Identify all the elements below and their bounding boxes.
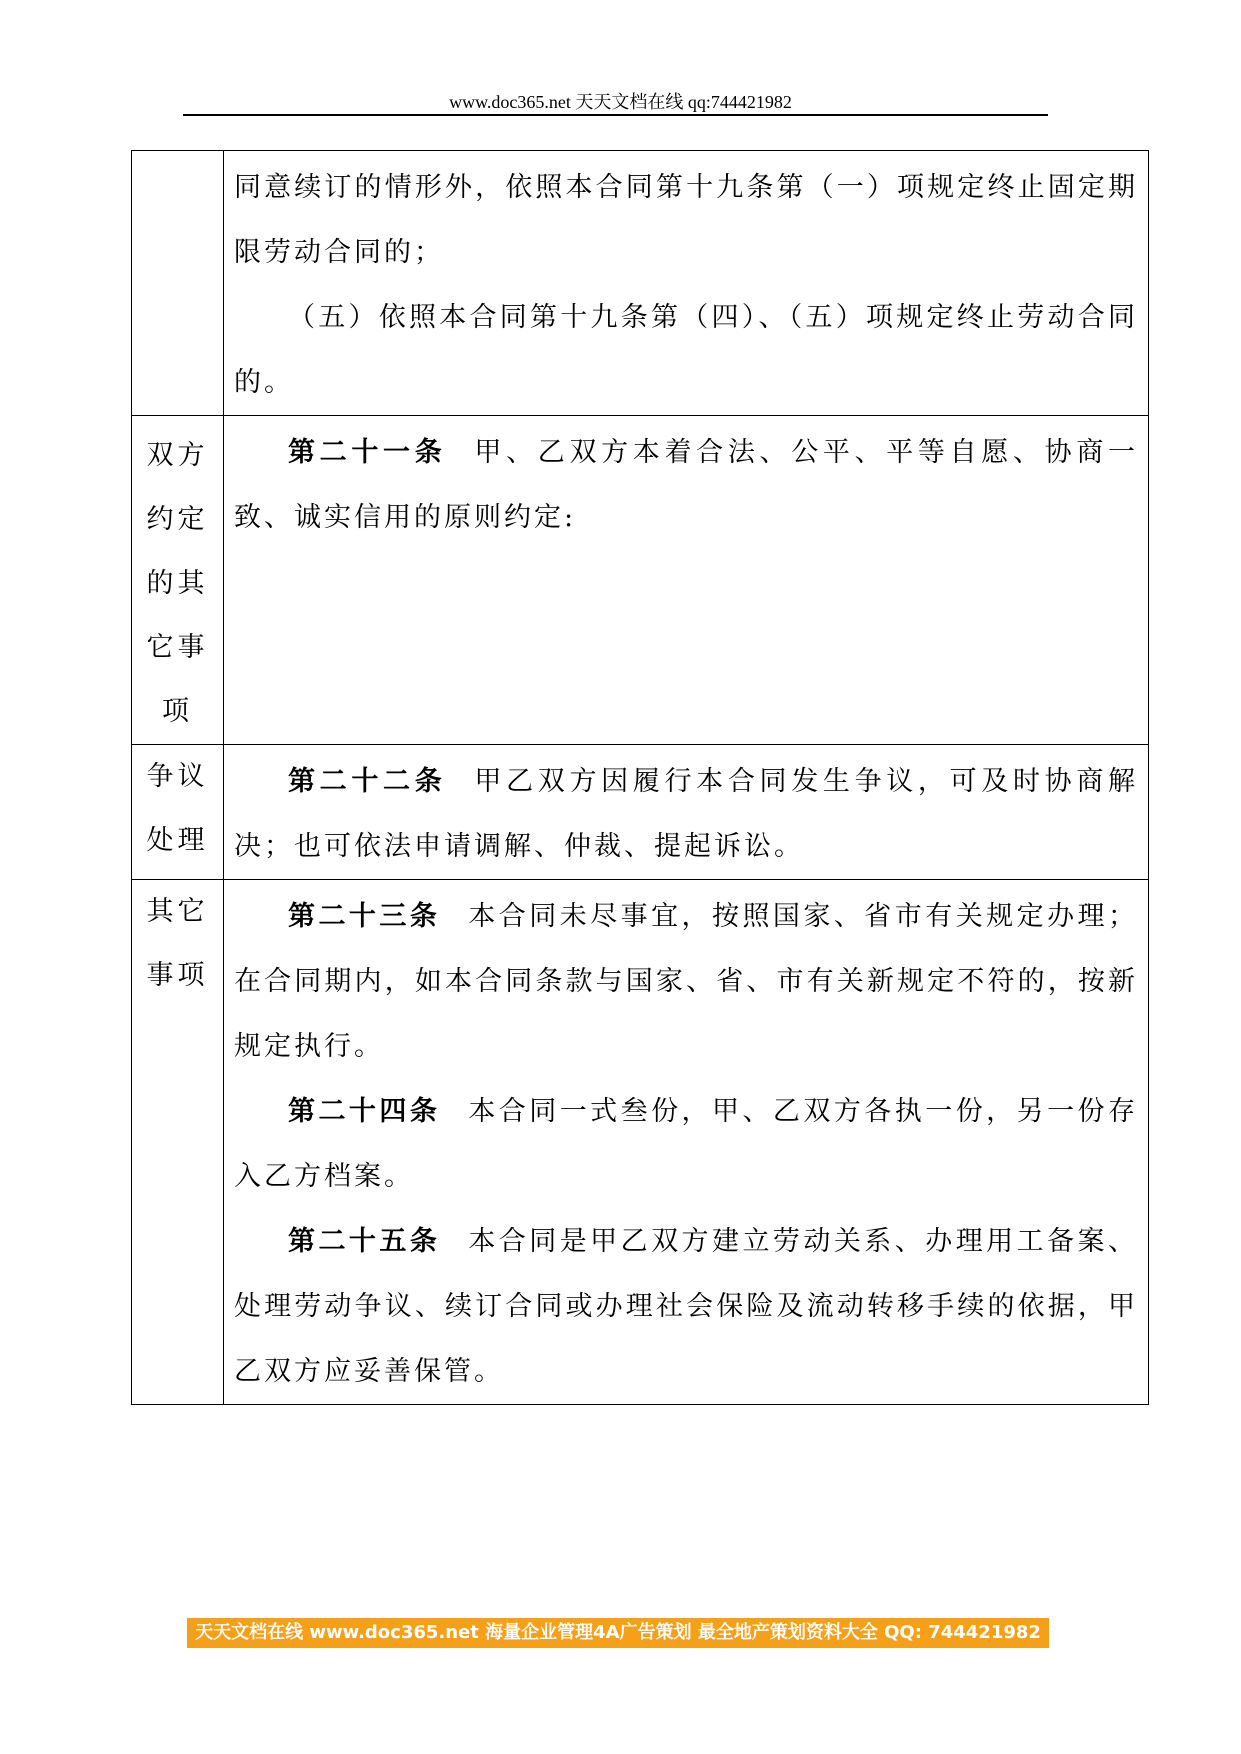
article-title: 第二十五条 <box>288 1226 441 1257</box>
clause-paragraph <box>234 749 1138 879</box>
row-content <box>224 151 1149 416</box>
row-label-text: 争议处理 <box>146 761 209 856</box>
article-title: 第二十一条 <box>288 437 447 468</box>
clause-text: 甲、乙双方本着合法、公平、平等自愿、协商一致、诚实信用的原则约定: <box>234 437 1139 533</box>
clause-paragraph <box>234 285 1138 415</box>
clause-paragraph <box>234 1209 1138 1404</box>
clause-text: 本合同一式叁份，甲、乙双方各执一份，另一份存入乙方档案。 <box>234 1096 1139 1192</box>
clause-paragraph <box>234 420 1138 550</box>
clause-text: 同意续订的情形外，依照本合同第十九条第（一）项规定终止固定期限劳动合同的； <box>234 172 1138 268</box>
article-title: 第二十二条 <box>288 766 447 797</box>
page-header: www.doc365.net 天天文档在线 qq:744421982 <box>449 92 792 112</box>
footer-ad-banner[interactable]: 天天文档在线 www.doc365.net 海量企业管理4A广告策划 最全地产策划资料大全 QQ: 744421982 <box>187 1618 1049 1648</box>
clause-paragraph <box>234 1079 1138 1209</box>
row-label <box>132 151 224 416</box>
row-label <box>132 880 224 1405</box>
article-title: 第二十四条 <box>288 1096 441 1127</box>
row-label <box>132 416 224 745</box>
article-title: 第二十三条 <box>288 901 441 932</box>
clause-text: 本合同未尽事宜，按照国家、省市有关规定办理；在合同期内，如本合同条款与国家、省、市有关新规定不符的，按新规定执行。 <box>234 901 1139 1062</box>
clause-text: 甲乙双方因履行本合同发生争议，可及时协商解决；也可依法申请调解、仲裁、提起诉讼。 <box>234 766 1139 862</box>
row-label-text: 其它事项 <box>146 896 209 991</box>
row-content <box>224 745 1149 880</box>
header-rule <box>183 114 1048 116</box>
table-row <box>132 745 1149 880</box>
clause-paragraph <box>234 155 1138 285</box>
row-label-text: 双方约定的其它事项 <box>146 440 209 727</box>
table-row <box>132 151 1149 416</box>
table-row <box>132 880 1149 1405</box>
row-content <box>224 880 1149 1405</box>
table-row <box>132 416 1149 745</box>
clause-text: （五）依照本合同第十九条第（四）、（五）项规定终止劳动合同的。 <box>234 302 1138 398</box>
clause-paragraph <box>234 884 1138 1079</box>
contract-table <box>131 150 1149 1405</box>
clause-text: 本合同是甲乙双方建立劳动关系、办理用工备案、处理劳动争议、续订合同或办理社会保险及流动转移手续的依据，甲乙双方应妥善保管。 <box>234 1226 1139 1387</box>
row-label <box>132 745 224 880</box>
row-content <box>224 416 1149 745</box>
